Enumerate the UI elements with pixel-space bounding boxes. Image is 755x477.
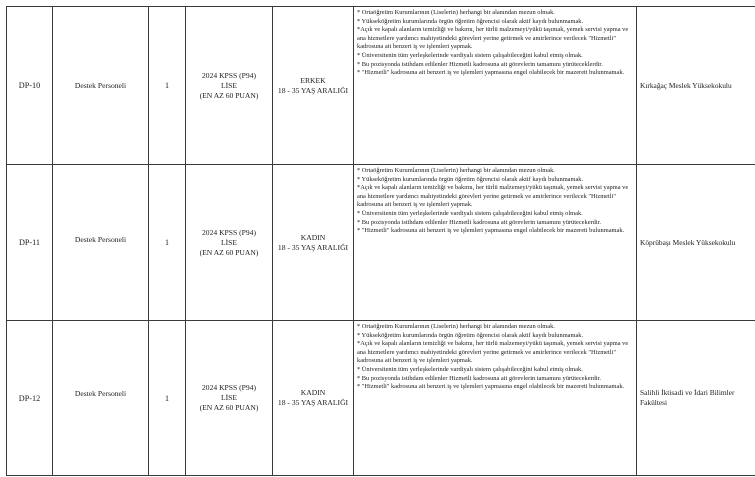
kpss-exam: 2024 KPSS (P94) [201, 383, 256, 392]
requirement-item: * Ortaöğretim Kurumlarının (Liselerin) herhangi bir alanından mezun olmak. [357, 167, 555, 174]
gender: KADIN [300, 388, 326, 397]
position-title: Destek Personeli [74, 81, 127, 90]
gender: ERKEK [300, 75, 326, 85]
requirement-item: * "Hizmetli" kadrosuna ait benzeri iş ve işlemleri yapmasına engel olabilecek bir mazereti bulunmamak. [357, 227, 625, 235]
gender: KADIN [300, 232, 326, 242]
requirement-item: * Bu pozisyonda istihdam edilenler Hizmetli kadrosuna ait görevlerin tamamını yürüteceklerdir. [357, 60, 603, 68]
requirement-item: *Açık ve kapalı alanların temizliği ve bakımı, her türlü malzemeyi/yükü taşımak, yemek servisi yapma ve ana hizmetlere yardımcı mahiyetindeki görevleri yerine getirmek ve amirlerince verilecek "Hizmetli" kadrosuna ait benzeri iş ve işlemleri yapmak. [357, 184, 629, 209]
requirement-item: * Üniversitenin tüm yerleşkelerinde vardiyalı sistem çalışabileceğini kabul etmiş olmak. [357, 365, 583, 373]
staff-positions-table [6, 6, 755, 476]
requirement-item: * Yükseköğretim kurumlarında örgün öğretim öğrencisi olarak aktif kaydı bulunmamak. [357, 331, 584, 339]
position-title: Destek Personeli [74, 235, 127, 244]
requirement-item: * Üniversitenin tüm yerleşkelerinde vardiyalı sistem çalışabileceğini kabul etmiş olmak. [357, 51, 583, 59]
requirement-item: * "Hizmetli" kadrosuna ait benzeri iş ve işlemleri yapmasına engel olabilecek bir mazereti bulunmamak. [357, 383, 625, 391]
table-row [7, 321, 755, 476]
kpss-criteria [186, 7, 273, 165]
position-title-cell [53, 7, 149, 165]
table-row [7, 165, 755, 321]
position-title: Destek Personeli [74, 389, 127, 398]
position-code: DP-11 [7, 165, 53, 321]
kpss-level: LİSE [220, 393, 238, 402]
requirement-item: *Açık ve kapalı alanların temizliği ve bakımı, her türlü malzemeyi/yükü taşımak, yemek servisi yapma ve ana hizmetlere yardımcı mahiyetindeki görevleri yerine getirmek ve amirlerince verilecek "Hizmetli" kadrosuna ait benzeri iş ve işlemleri yapmak. [357, 26, 629, 51]
kpss-min-score: (EN AZ 60 PUAN) [199, 90, 259, 100]
gender-age-criteria [273, 7, 354, 165]
kpss-level: LİSE [220, 237, 238, 247]
requirements-list [354, 165, 637, 321]
assigned-unit: Köprübaşı Meslek Yüksekokulu [637, 165, 755, 321]
requirement-item: * Ortaöğretim Kurumlarının (Liselerin) herhangi bir alanından mezun olmak. [357, 9, 555, 16]
requirement-item: * Yükseköğretim kurumlarında örgün öğretim öğrencisi olarak aktif kaydı bulunmamak. [357, 175, 584, 183]
position-quantity: 1 [149, 165, 186, 321]
age-range: 18 - 35 YAŞ ARALIĞI [277, 398, 349, 407]
kpss-criteria [186, 165, 273, 321]
assigned-unit: Salihli İktisadi ve İdari Bilimler Fakültesi [637, 321, 755, 476]
assigned-unit: Kırkağaç Meslek Yüksekokulu [637, 7, 755, 165]
kpss-min-score: (EN AZ 60 PUAN) [199, 247, 259, 257]
kpss-level: LİSE [220, 80, 238, 90]
gender-age-criteria [273, 165, 354, 321]
position-title-cell [53, 165, 149, 321]
age-range: 18 - 35 YAŞ ARALIĞI [277, 242, 349, 252]
kpss-criteria [186, 321, 273, 476]
requirements-list [354, 321, 637, 476]
position-code: DP-10 [7, 7, 53, 165]
requirements-list [354, 7, 637, 165]
kpss-exam: 2024 KPSS (P94) [201, 227, 256, 237]
kpss-min-score: (EN AZ 60 PUAN) [199, 403, 259, 412]
gender-age-criteria [273, 321, 354, 476]
age-range: 18 - 35 YAŞ ARALIĞI [277, 85, 349, 95]
position-quantity: 1 [149, 321, 186, 476]
requirement-item: * Bu pozisyonda istihdam edilenler Hizmetli kadrosuna ait görevlerin tamamını yürütecekerdir. [357, 218, 602, 226]
requirement-item: * Bu pozisyonda istihdam edilenler Hizmetli kadrosuna ait görevlerin tamamını yürütecekerdir. [357, 374, 602, 382]
table-row [7, 7, 755, 165]
requirement-item: * "Hizmetli" kadrosuna ait benzeri iş ve işlemleri yapmasına engel olabilecek bir mazereti bulunmamak. [357, 69, 625, 77]
kpss-exam: 2024 KPSS (P94) [201, 70, 256, 80]
requirement-item: * Yükseköğretim kurumlarında örgün öğretim öğrencisi olarak aktif kaydı bulunmamak. [357, 17, 584, 25]
position-quantity: 1 [149, 7, 186, 165]
position-code: DP-12 [7, 321, 53, 476]
requirement-item: *Açık ve kapalı alanların temizliği ve bakımı, her türlü malzemeyi/yükü taşımak, yemek servisi yapma ve ana hizmetlere yardımcı mahiyetindeki görevleri yerine getirmek ve amirlerince verilecek "Hizmetli" kadrosuna ait benzeri iş ve işlemleri yapmak. [357, 340, 629, 365]
position-title-cell [53, 321, 149, 476]
requirement-item: * Üniversitenin tüm yerleşkelerinde vardiyalı sistem çalışabileceğini kabul etmiş olmak. [357, 209, 583, 217]
requirement-item: * Ortaöğretim Kurumlarının (Liselerin) herhangi bir alanından mezun olmak. [357, 323, 555, 330]
